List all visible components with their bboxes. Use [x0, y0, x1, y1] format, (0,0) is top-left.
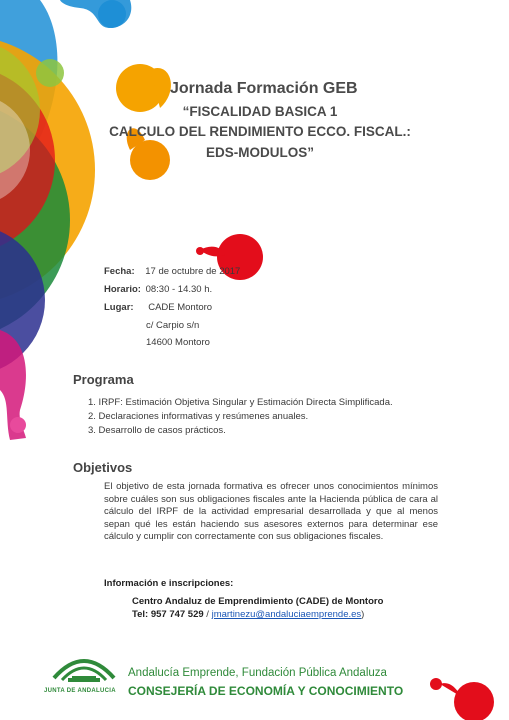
subtitle-line-1: “FISCALIDAD BASICA 1: [182, 104, 338, 119]
contacto-line: [132, 609, 364, 620]
lugar-label: Lugar:: [104, 302, 134, 313]
lugar-line-1: CADE Montoro: [148, 302, 213, 313]
junta-logo-text: JUNTA DE ANDALUCIA: [44, 688, 116, 694]
footer-line-2: CONSEJERÍA DE ECONOMÍA Y CONOCIMIENTO: [128, 684, 404, 698]
contacto-centro: Centro Andaluz de Emprendimiento (CADE) de Montoro: [132, 596, 384, 607]
list-item: 1. IRPF: Estimación Objetiva Singular y Estimación Directa Simplificada.: [88, 397, 393, 408]
contacto-heading: Información e inscripciones:: [104, 578, 234, 589]
contacto-tel: Tel: 957 747 529: [132, 609, 204, 620]
list-item: 3. Desarrollo de casos prácticos.: [88, 425, 226, 436]
list-item: 2. Declaraciones informativas y resúmenes anuales.: [88, 411, 309, 422]
fecha-value: 17 de octubre de 2017: [145, 266, 241, 277]
lugar-line-2: c/ Carpio s/n: [146, 320, 200, 331]
subtitle-line-2: CALCULO DEL RENDIMIENTO ECCO. FISCAL.:: [109, 124, 411, 139]
footer-line-1: Andalucía Emprende, Fundación Pública Andaluza: [128, 667, 387, 679]
page-title: Jornada Formación GEB: [170, 80, 358, 97]
lugar-row: [104, 302, 212, 313]
fecha-label: Fecha:: [104, 266, 135, 277]
horario-label: Horario:: [104, 284, 141, 295]
horario-row: [104, 284, 212, 295]
fecha-row: [104, 266, 240, 277]
programa-heading: Programa: [73, 372, 134, 387]
contacto-separator: /: [203, 609, 212, 620]
programa-list: [88, 396, 393, 438]
subtitle-line-3: EDS-MODULOS”: [206, 145, 314, 160]
horario-value: 08:30 - 14.30 h.: [145, 284, 213, 295]
objetivos-text: El objetivo de esta jornada formativa es ofrecer unos conocimientos mínimos sobre cuáles son sus obligaciones fiscales ante la Hacienda pública de cara al cálculo del IRPF de la actividad empresarial desarrollada y que al menos sepan qué les están haciendo sus asesores externos para determinar ese cálculo y cumplir con correctamente con sus obligaciones fiscales.: [104, 481, 438, 542]
contacto-email-link[interactable]: jmartinezu@andaluciaemprende.es: [211, 609, 362, 620]
lugar-line-3: 14600 Montoro: [146, 337, 210, 348]
objetivos-heading: Objetivos: [73, 460, 133, 475]
contacto-close: ): [361, 609, 365, 620]
